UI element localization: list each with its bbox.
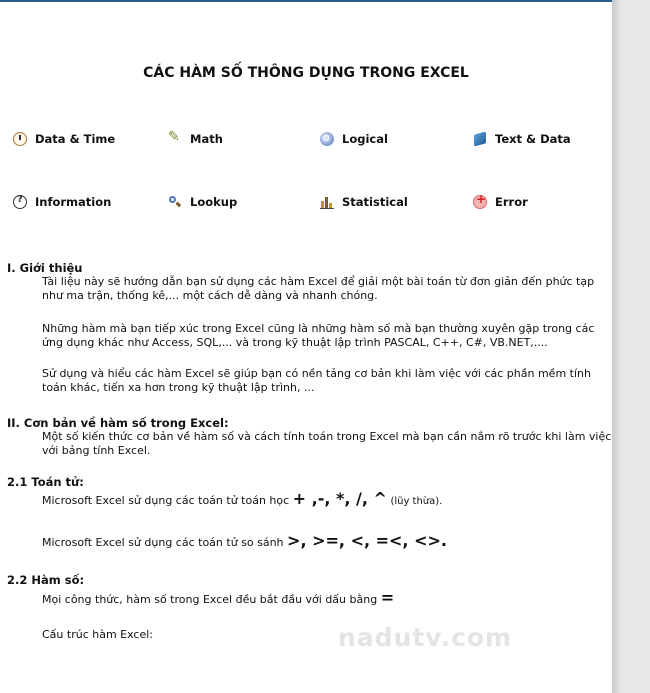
functions-line: [42, 588, 617, 607]
section-heading-operators: 2.1 Toán tử:: [7, 475, 84, 489]
book-icon: [474, 131, 486, 146]
category-label: Text & Data: [495, 132, 571, 146]
operators-math-line: [42, 489, 617, 509]
category-math[interactable]: [168, 132, 223, 146]
section-heading-intro: I. Giới thiệu: [7, 261, 83, 275]
operators-compare-line: [42, 531, 617, 550]
bar-chart-icon: [320, 195, 334, 209]
equals-sign: =: [380, 588, 395, 607]
category-label: Statistical: [342, 195, 408, 209]
category-error[interactable]: [473, 195, 528, 209]
page-title: CÁC HÀM SỐ THÔNG DỤNG TRONG EXCEL: [143, 65, 469, 81]
math-operators: + ,-, *, /, ^: [292, 489, 387, 508]
category-logical[interactable]: [320, 132, 388, 146]
functions-text: Mọi công thức, hàm số trong Excel đều bắt đầu với dấu bằng: [42, 593, 378, 606]
category-statistical[interactable]: [320, 195, 408, 209]
operators-compare-text: Microsoft Excel sử dụng các toán tử so sánh: [42, 536, 284, 549]
category-lookup[interactable]: [168, 195, 237, 209]
page-shadow: [612, 0, 622, 693]
pencil-icon: [168, 132, 182, 146]
function-structure-label: Cấu trúc hàm Excel:: [42, 628, 154, 641]
clock-icon: [13, 132, 27, 146]
category-label: Information: [35, 195, 112, 209]
category-label: Lookup: [190, 195, 238, 209]
watermark: nadutv.com: [338, 623, 513, 652]
logical-icon: [320, 132, 334, 146]
magnifier-icon: [168, 195, 182, 209]
question-icon: [13, 195, 27, 209]
exponent-note: (lũy thừa).: [390, 496, 443, 507]
category-text-data[interactable]: [473, 132, 571, 146]
category-label: Data & Time: [35, 132, 116, 146]
intro-paragraph-2: Những hàm mà bạn tiếp xúc trong Excel cũng là những hàm số mà bạn thường xuyên gặp trong các ứng dụng khác như Access, SQL,... và trong kỹ thuật lập trình PASCAL, C++, C#, VB.NET,....: [42, 322, 595, 349]
intro-paragraph-3: Sử dụng và hiểu các hàm Excel sẽ giúp bạn có nền tảng cơ bản khi làm việc với các phần mềm tính toán khác, tiến xa hơn trong kỹ thuật lập trình, ...: [42, 367, 591, 394]
operators-math-text: Microsoft Excel sử dụng các toán tử toán học: [42, 494, 290, 507]
category-information[interactable]: [13, 195, 111, 209]
intro-paragraph-1: Tài liệu này sẽ hướng dẫn bạn sử dụng các hàm Excel để giải một bài toán từ đơn giản đến phức tạp như ma trận, thống kê,... một cách dễ dàng và nhanh chóng.: [42, 275, 595, 302]
category-label: Error: [495, 195, 528, 209]
section-heading-basics: II. Cơn bản về hàm số trong Excel:: [7, 416, 229, 430]
category-label: Logical: [342, 132, 388, 146]
category-data-time[interactable]: [13, 132, 115, 146]
error-icon: [473, 195, 487, 209]
basics-paragraph: Một số kiến thức cơ bản về hàm số và cách tính toán trong Excel mà bạn cần nắm rõ trước khi làm việc với bảng tính Excel.: [42, 430, 612, 457]
section-heading-functions: 2.2 Hàm số:: [7, 573, 85, 587]
compare-operators: >, >=, <, =<, <>.: [287, 531, 447, 550]
category-label: Math: [190, 132, 223, 146]
